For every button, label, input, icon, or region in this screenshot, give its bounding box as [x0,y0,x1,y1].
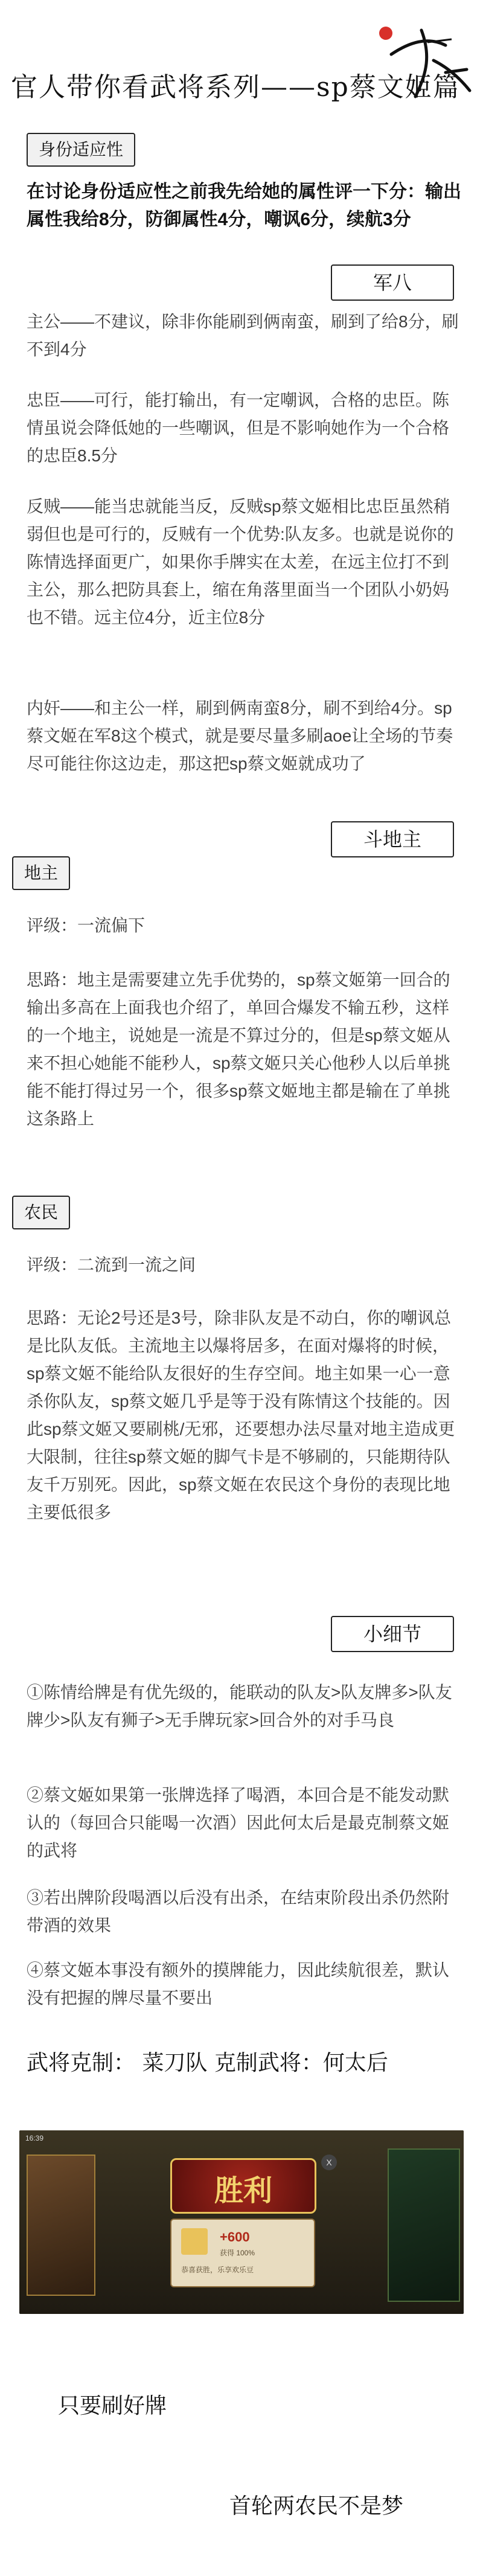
dizhu-body: 思路：地主是需要建立先手优势的，sp蔡文姬第一回合的输出多高在上面我也介绍了，单回合爆发不输五秒，这样的一个地主，说她是一流是不算过分的，但是sp蔡文姬从来不担心她能不能秒人，sp蔡文姬只关心他秒人以后单挑能不能打得过另一个，很多sp蔡文姬地主都是输在了单挑这条路上 [27,970,450,1128]
detail-item-4: ④蔡文姬本事没有额外的摸牌能力，因此续航很差，默认没有把握的牌尽量不要出 [27,1961,450,2007]
reward-sub: 获得 100% [220,2249,255,2257]
paragraph-fanzei: 反贼——能当忠就能当反，反贼sp蔡文姬相比忠臣虽然稍弱但也是可行的，反贼有一个优势:队友多。也就是说你的陈情选择面更广，如果你手牌实在太差，在远主位打不到主公，那么把防具套上，缩在角落里面当一个团队小奶妈也不错。远主位4分，近主位8分 [27,497,454,627]
nongmin-rating: 评级：二流到一流之间 [27,1255,196,1274]
signature-doudizhu: 斗地主 [331,821,454,857]
footer-line-2: 首轮两农民不是梦 [229,2494,404,2519]
reward-amount: +600 [220,2229,250,2244]
game-victory-screenshot [19,2130,464,2314]
page-title: 官人带你看武将系列——sp蔡文姬篇 [11,72,461,103]
left-portrait [27,2155,95,2296]
reward-note: 恭喜获胜，乐享欢乐豆 [181,2266,254,2274]
section-label-text: 地主 [24,863,59,882]
intro-paragraph: 在讨论身份适应性之前我先给她的属性评一下分：输出属性我给8分，防御属性4分，嘲讽6分，续航3分 [27,182,461,229]
coin-icon [181,2228,208,2255]
section-label-text: 农民 [24,1203,59,1222]
nongmin-body: 思路：无论2号还是3号，除非队友是不动白，你的嘲讽总是比队友低。主流地主以爆将居多，在面对爆将的时候，sp蔡文姬不能给队友很好的生存空间。地主如果一心一意杀你队友，sp蔡文姬几乎是等于没有陈情这个技能的。因此sp蔡文姬又要刷桃/无邪，还要想办法尽量对地主造成更大限制，往往sp蔡文姬的脚气卡是不够刷的，只能期待队友千万别死。因此，sp蔡文姬在农民这个身份的表现比地主要低很多 [27,1309,455,1522]
section-label-dizhu [12,856,70,890]
paragraph-zhongchen: 忠臣——可行，能打输出，有一定嘲讽，合格的忠臣。陈情虽说会降低她的一些嘲讽，但是不影响她作为一个合格的忠臣8.5分 [27,391,450,465]
signature-junba: 军八 [331,264,454,301]
paragraph-zhugong: 主公——不建议，除非你能刷到俩南蛮，刷到了给8分，刷不到4分 [27,312,459,359]
section-label-identity [27,133,135,167]
detail-item-1: ①陈情给牌是有优先级的，能联动的队友>队友牌多>队友牌少>队友有狮子>无手牌玩家>回合外的对手马良 [27,1683,452,1729]
right-panel [388,2148,460,2302]
dizhu-rating: 评级：一流偏下 [27,916,146,935]
counter-line: 武将克制： 菜刀队 克制武将：何太后 [27,2051,388,2075]
section-label-nongmin [12,1196,70,1229]
status-time: 16:39 [25,2134,44,2142]
paragraph-neijian: 内奸——和主公一样，刷到俩南蛮8分，刷不到给4分。sp蔡文姬在军8这个模式，就是要尽量多刷aoe让全场的节奏尽可能往你这边走，那这把sp蔡文姬就成功了 [27,699,453,773]
footer-line-1: 只要刷好牌 [58,2394,167,2418]
close-button[interactable]: X [321,2155,337,2170]
section-label-text: 身份适应性 [39,140,124,159]
detail-item-2: ②蔡文姬如果第一张牌选择了喝酒，本回合是不能发动默认的（每回合只能喝一次酒）因此何太后是最克制蔡文姬的武将 [27,1786,450,1860]
detail-item-3: ③若出牌阶段喝酒以后没有出杀，在结束阶段出杀仍然附带酒的效果 [27,1888,450,1935]
reward-card [170,2219,315,2287]
victory-text: 胜利 [214,2174,272,2208]
signature-xiaoxijie: 小细节 [331,1616,454,1652]
victory-banner [170,2158,316,2214]
